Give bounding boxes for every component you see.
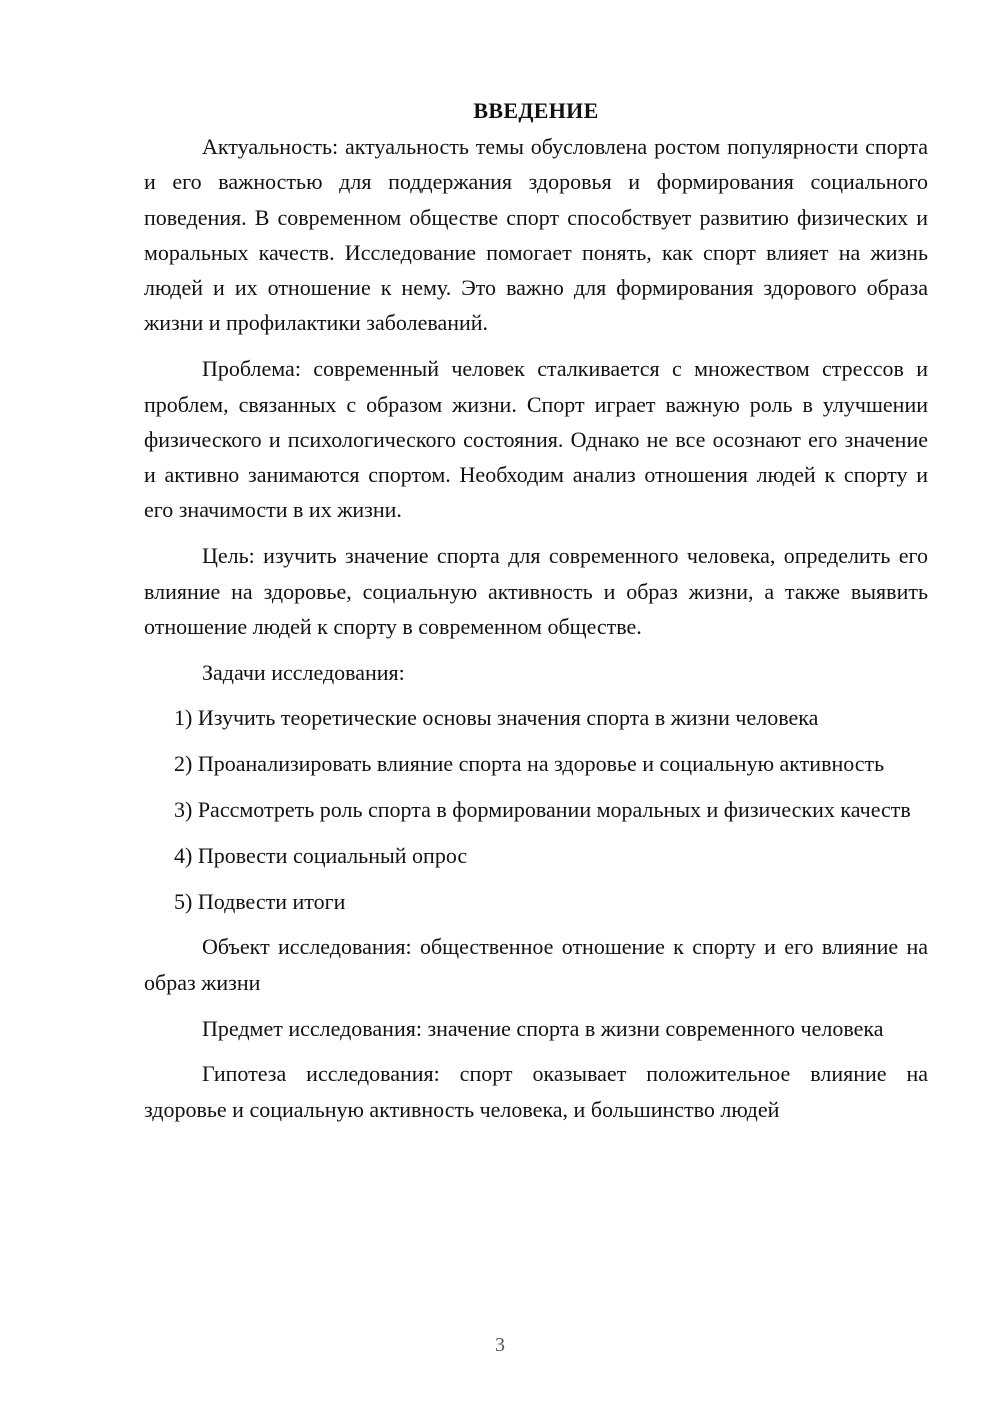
task-item-1: 1) Изучить теоретические основы значения спорта в жизни человека xyxy=(174,705,819,731)
object-paragraph: Объект исследования: общественное отношение к спорту и его влияние на образ жизни xyxy=(144,934,928,995)
page-number: 3 xyxy=(495,1334,505,1356)
hypothesis-paragraph: Гипотеза исследования: спорт оказывает положительное влияние на здоровье и социальную активность человека, и большинство людей xyxy=(144,1061,928,1122)
subject-paragraph: Предмет исследования: значение спорта в жизни современного человека xyxy=(202,1015,884,1041)
task-item-2: 2) Проанализировать влияние спорта на здоровье и социальную активность xyxy=(174,751,885,777)
task-item-4: 4) Провести социальный опрос xyxy=(174,842,468,868)
section-heading: ВВЕДЕНИЕ xyxy=(473,98,599,123)
task-item-3: 3) Рассмотреть роль спорта в формировании моральных и физических качеств xyxy=(174,797,911,823)
problem-paragraph: Проблема: современный человек сталкивается с множеством стрессов и проблем, связанных с образом жизни. Спорт играет важную роль в улучшении физического и психологического состояния. Однако не все осознают его значение и активно занимаются спортом. Необходим анализ отношения людей к спорту и его значимости в их жизни. xyxy=(144,356,928,523)
task-item-5: 5) Подвести итоги xyxy=(174,888,346,914)
goal-paragraph: Цель: изучить значение спорта для современного человека, определить его влияние на здоровье, социальную активность и образ жизни, а также выявить отношение людей к спорту в современном обществе. xyxy=(144,543,928,639)
tasks-title: Задачи исследования: xyxy=(202,659,405,685)
page-content xyxy=(144,94,928,1137)
relevance-paragraph: Актуальность: актуальность темы обусловлена ростом популярности спорта и его важностью для поддержания здоровья и формирования социального поведения. В современном обществе спорт способствует развитию физических и моральных качеств. Исследование помогает понять, как спорт влияет на жизнь людей и их отношение к нему. Это важно для формирования здорового образа жизни и профилактики заболеваний. xyxy=(144,134,928,336)
